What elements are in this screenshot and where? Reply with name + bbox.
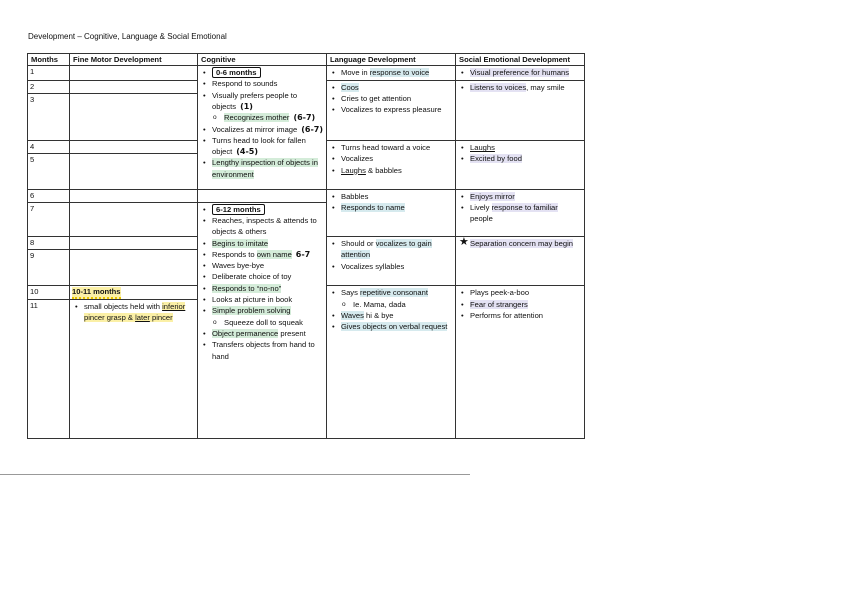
list-item: o Squeeze doll to squeak [212,317,324,328]
month-cell: 1 [28,66,70,80]
month-cell: 9 [28,250,70,286]
list-item: • Respond to sounds [212,78,324,89]
handwritten-note: (6-7) [293,113,316,123]
list-item: • Performs for attention [470,310,582,321]
list-item: • small objects held with inferior pincer grasp & later pincer [84,301,195,324]
social-cell [456,141,585,189]
list-item: • Visually prefers people to objects (1) [212,90,324,113]
header-social: Social Emotional Development [456,54,585,66]
list-item: • Turns head toward a voice [341,142,453,153]
header-months: Months [28,54,70,66]
month-cell: 6 [28,189,70,202]
language-cell [327,189,456,236]
list-item: • Listens to voices, may smile [470,82,582,93]
list-item: • Gives objects on verbal request [341,321,453,332]
list-item: • Begins to imitate [212,238,324,249]
list-item: • Cries to get attention [341,93,453,104]
social-cell [456,80,585,141]
table-row [28,189,585,202]
fine-motor-cell [70,237,198,250]
list-item: • Enjoys mirror [470,191,582,202]
list-item: • Lively response to familiar people [470,202,582,225]
header-language: Language Development [327,54,456,66]
fine-motor-cell [70,299,198,438]
list-item [212,204,324,215]
list-item: • Laughs [470,142,582,153]
month-cell: 10 [28,286,70,299]
header-fine-motor: Fine Motor Development [70,54,198,66]
list-item: • Fear of strangers [470,299,582,310]
list-item: • Says repetitive consonant [341,287,453,298]
list-item: • Vocalizes at mirror image (6-7) [212,124,324,135]
fine-motor-cell [70,93,198,140]
handwritten-note: (4-5) [236,147,259,157]
list-item: • Excited by food [470,153,582,164]
table-row [28,66,585,80]
group-label-0-6: 0-6 months [212,67,261,78]
list-item: • Vocalizes [341,153,453,164]
month-cell: 7 [28,202,70,236]
language-cell [327,286,456,439]
list-item: • Transfers objects from hand to hand [212,339,324,362]
list-item: • Plays peek-a-boo [470,287,582,298]
list-item: • Waves hi & bye [341,310,453,321]
language-cell [327,66,456,80]
list-item [212,67,324,78]
list-item: • Laughs & babbles [341,165,453,176]
cognitive-cell-empty [198,189,327,202]
month-cell: 3 [28,93,70,140]
list-item: • Coos [341,82,453,93]
fine-motor-cell [70,80,198,93]
star-icon: ★ Separation concern may begin [470,238,582,249]
social-cell [456,286,585,439]
list-item: • Should or vocalizes to gain attention [341,238,453,261]
fine-motor-cell [70,286,198,299]
list-item: • Responds to “no-no” [212,283,324,294]
list-item: • Object permanence present [212,328,324,339]
social-cell [456,66,585,80]
month-cell: 5 [28,154,70,189]
fine-motor-cell [70,66,198,80]
fine-motor-heading: 10-11 months [72,287,121,299]
language-cell [327,80,456,141]
fine-motor-cell [70,189,198,202]
list-item: • Responds to own name 6-7 [212,249,324,260]
month-cell: 8 [28,237,70,250]
development-table [27,53,585,439]
list-item: • Looks at picture in book [212,294,324,305]
header-cognitive: Cognitive [198,54,327,66]
handwritten-note: 6-7 [295,249,311,259]
fine-motor-cell [70,250,198,286]
language-cell [327,141,456,189]
social-cell [456,189,585,236]
header-row [28,54,585,66]
list-item: • Vocalizes syllables [341,261,453,272]
list-item: • Responds to name [341,202,453,213]
cognitive-cell-6-12 [198,202,327,438]
list-item: • Deliberate choice of toy [212,271,324,282]
list-item: o Ie. Mama, dada [341,299,453,310]
month-cell: 2 [28,80,70,93]
language-cell [327,237,456,286]
list-item: • Waves bye-bye [212,260,324,271]
list-item: • Visual preference for humans [470,67,582,78]
fine-motor-cell [70,141,198,154]
document-title: Development – Cognitive, Language & Social Emotional [28,32,227,41]
month-cell: 4 [28,141,70,154]
handwritten-note: (1) [240,102,253,111]
cognitive-cell-0-6 [198,66,327,189]
list-item: • Simple problem solving [212,305,324,316]
social-cell [456,237,585,286]
list-item: • Move in response to voice [341,67,453,78]
month-cell: 11 [28,299,70,438]
list-item: • Babbles [341,191,453,202]
list-item: • Vocalizes to express pleasure [341,104,453,115]
list-item: o Recognizes mother (6-7) [212,112,324,123]
handwritten-note: (6-7) [301,124,324,134]
footer-divider [0,474,470,475]
fine-motor-cell [70,202,198,236]
fine-motor-cell [70,154,198,189]
list-item: • Turns head to look for fallen object (4-5) [212,135,324,158]
list-item: • Lengthy inspection of objects in environment [212,157,324,180]
list-item: • Reaches, inspects & attends to objects & others [212,215,324,238]
group-label-6-12: 6-12 months [212,204,265,215]
